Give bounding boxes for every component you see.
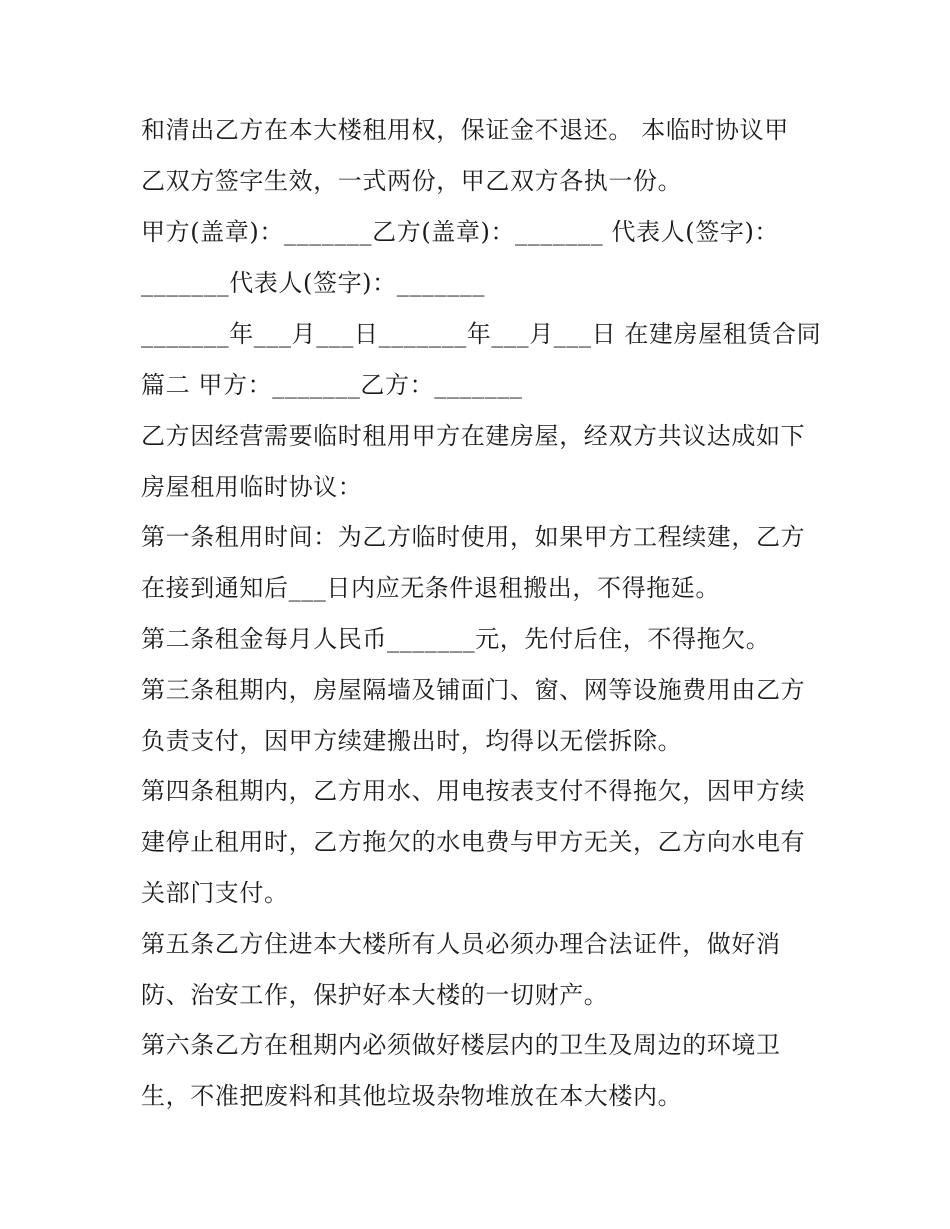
parties-line: 篇二 甲方：_______乙方：_______ <box>141 371 523 399</box>
date-line: _______年___月___日_______年___月___日 在建房屋租赁合同 <box>141 320 822 348</box>
clause-3-cont: 负责支付，因甲方续建搬出时，均得以无偿拆除。 <box>141 727 683 755</box>
text-line: 乙方因经营需要临时租用甲方在建房屋，经双方共议达成如下 <box>141 422 806 450</box>
text-line: 和清出乙方在本大楼租用权，保证金不退还。 本临时协议甲 <box>141 116 789 144</box>
clause-1: 第一条租用时间：为乙方临时使用，如果甲方工程续建，乙方 <box>141 523 806 551</box>
clause-4-cont: 建停止租用时，乙方拖欠的水电费与甲方无关，乙方向水电有 <box>141 828 806 856</box>
clause-4-cont: 关部门支付。 <box>141 879 289 907</box>
clause-3: 第三条租期内，房屋隔墙及铺面门、窗、网等设施费用由乙方 <box>141 676 806 704</box>
clause-5-cont: 防、治安工作，保护好本大楼的一切财产。 <box>141 981 609 1009</box>
clause-4: 第四条租期内，乙方用水、用电按表支付不得拖欠，因甲方续 <box>141 777 806 805</box>
clause-6-cont: 生，不准把废料和其他垃圾杂物堆放在本大楼内。 <box>141 1082 683 1110</box>
text-line: 房屋租用临时协议： <box>141 473 363 501</box>
clause-6: 第六条乙方在租期内必须做好楼层内的卫生及周边的环境卫 <box>141 1031 781 1059</box>
clause-1-cont: 在接到通知后___日内应无条件退租搬出，不得拖延。 <box>141 574 720 602</box>
text-line: 乙双方签字生效，一式两份，甲乙双方各执一份。 <box>141 167 683 195</box>
clause-5: 第五条乙方住进本大楼所有人员必须办理合法证件，做好消 <box>141 930 781 958</box>
clause-2: 第二条租金每月人民币_______元，先付后住，不得拖欠。 <box>141 625 771 653</box>
signature-line: 甲方(盖章)：_______乙方(盖章)：_______ 代表人(签字)： <box>141 218 780 246</box>
signature-line: _______代表人(签字)：_______ <box>141 269 485 297</box>
